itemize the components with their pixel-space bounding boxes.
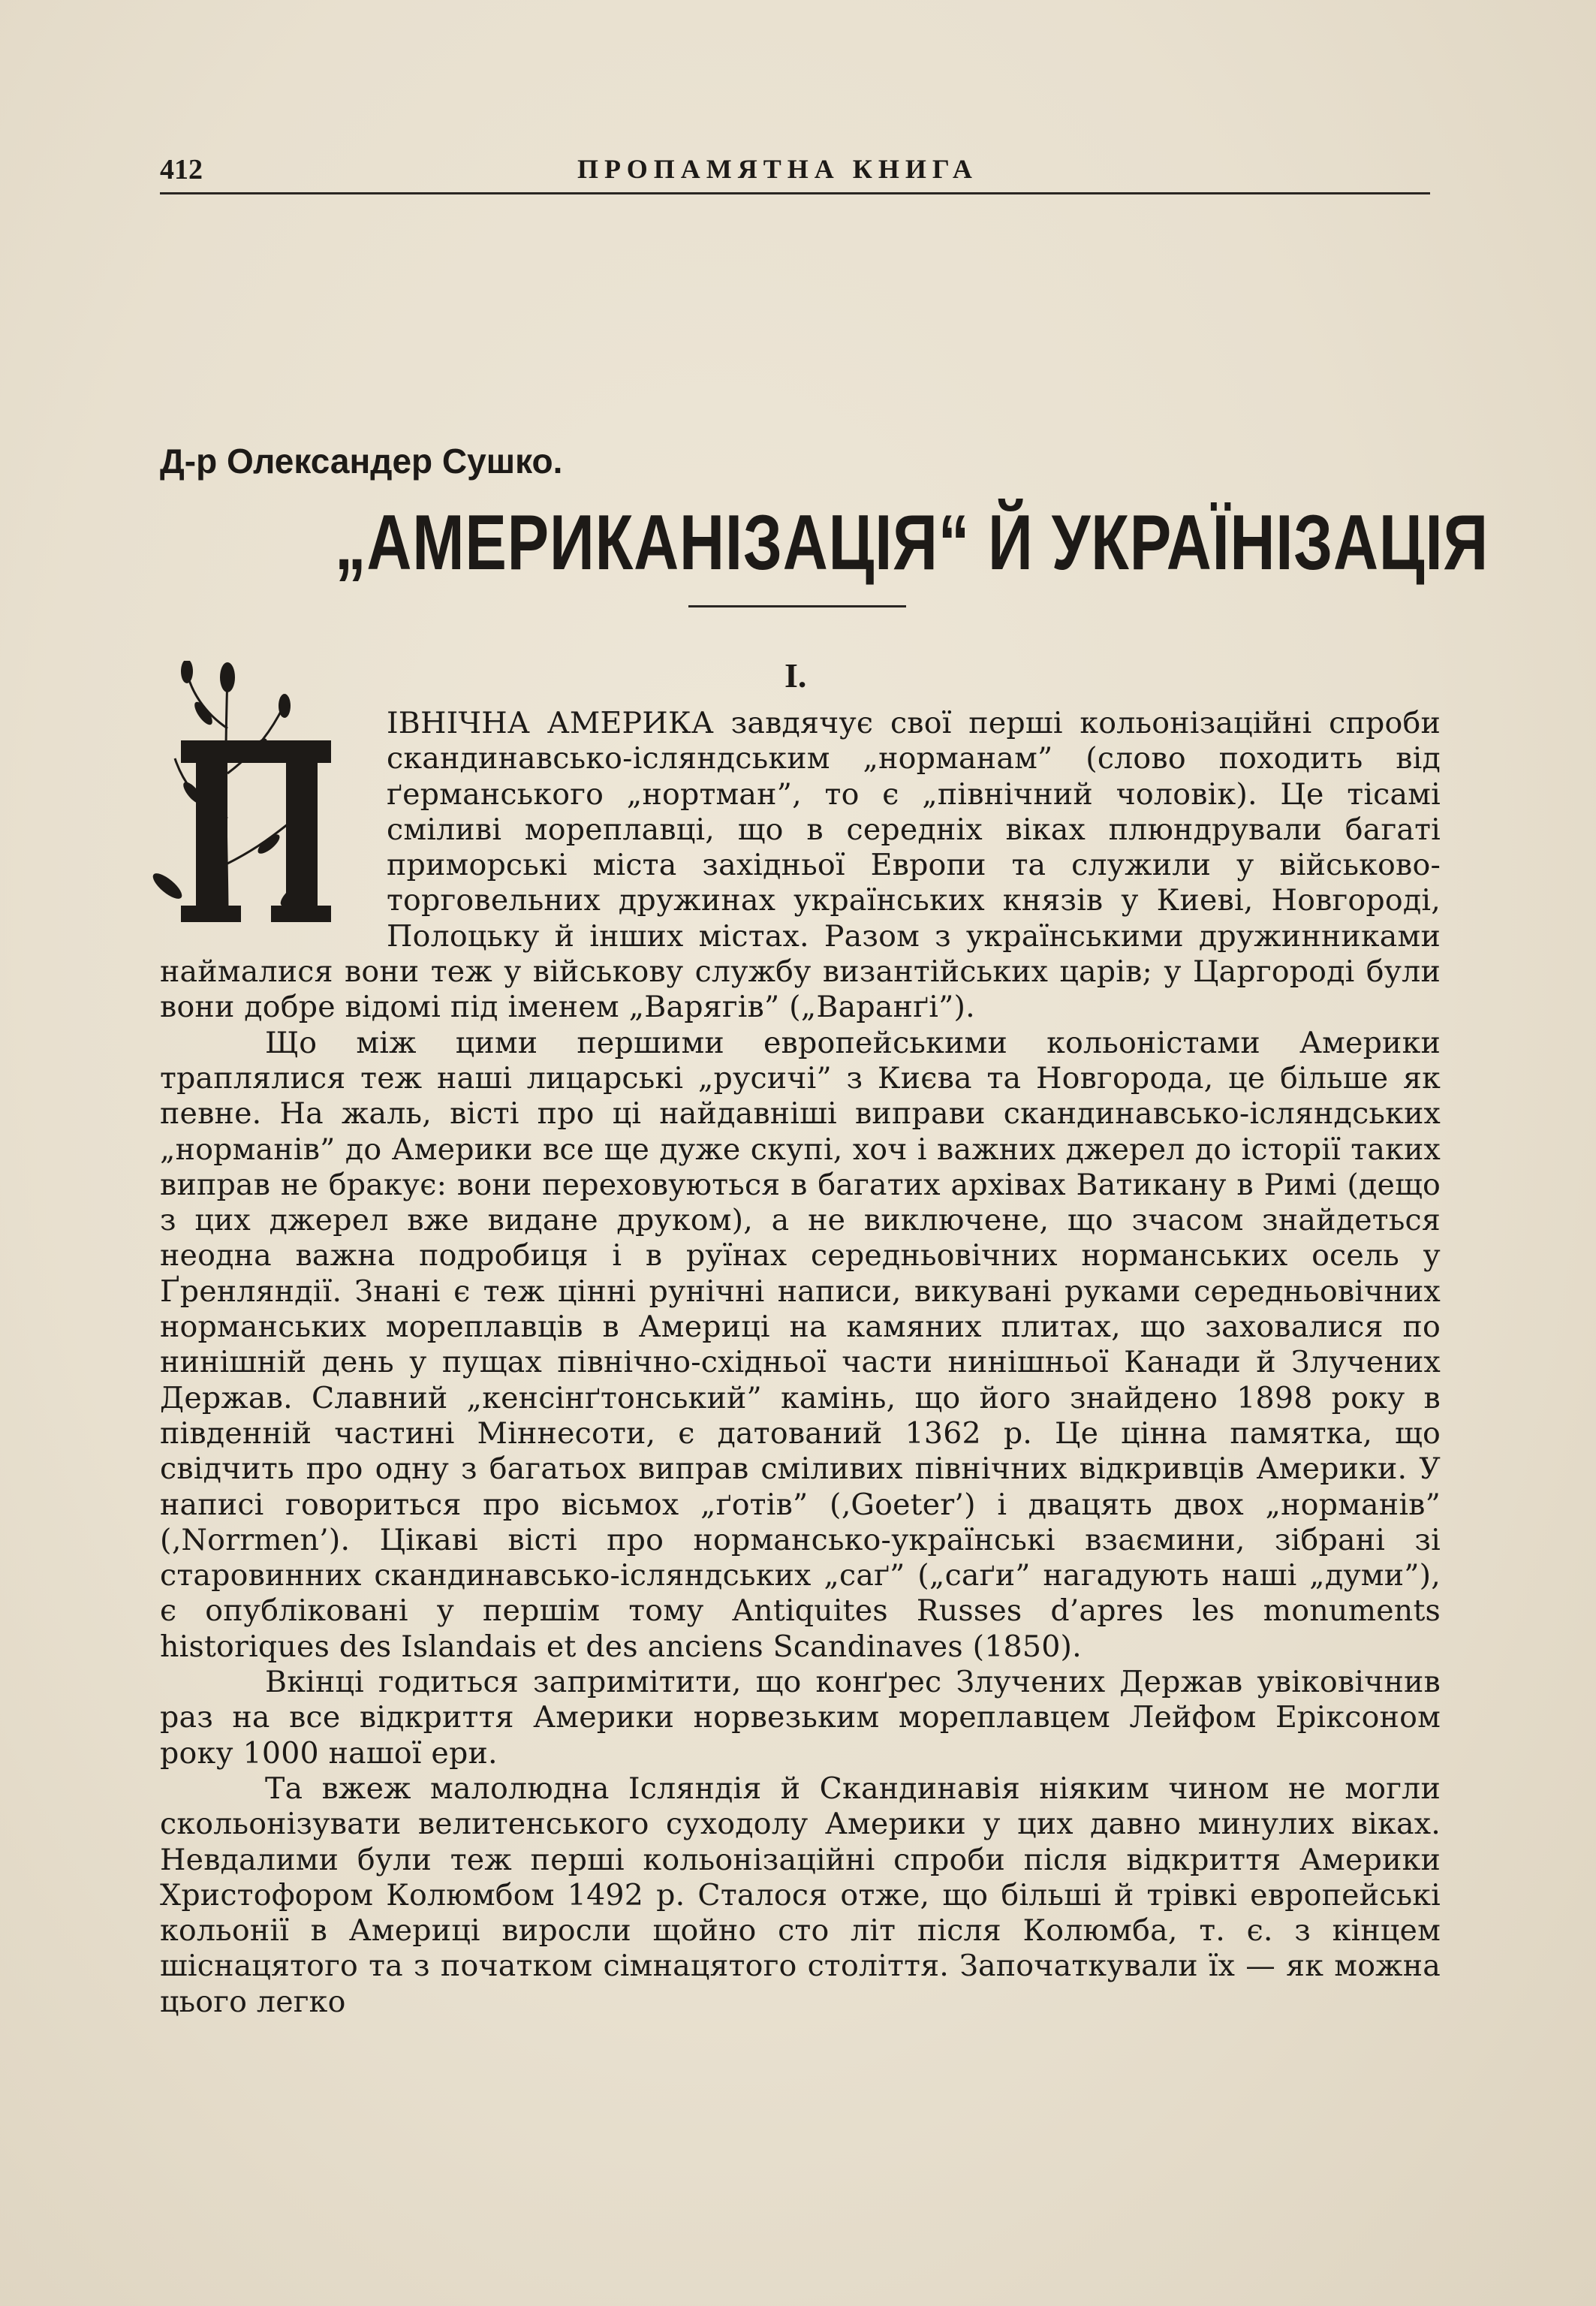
- article-author: Д-р Олександер Сушко.: [160, 442, 563, 481]
- paragraph-3: Вкінці годиться запримітити, що конґрес Злучених Держав увіковічнив раз на все відкриття Америки норвезьким мореплавцем Лейфом Еріксоном року 1000 нашої ери.: [160, 1665, 1441, 1771]
- running-head: [160, 147, 1430, 194]
- article-title: „АМЕРИКАНІЗАЦІЯ“ Й УКРАЇНІЗАЦІЯ: [335, 499, 1489, 586]
- section-number: І.: [784, 656, 807, 695]
- article-body: [160, 706, 1441, 2020]
- paragraph-4: Та вжеж малолюдна Ісляндія й Скандинавія ніяким чином не могли скольонізувати велитенського суходолу Америки у цих давно минулих віках. Невдалими були теж перші кольонізаційні спроби після відкриття Америки Христофором Колюмбом 1492 р. Сталося отже, що більші й трівкі европейські кольонії в Америці виросли щойно сто літ після Колюмба, т. є. з кінцем шіснацятого та з початком сімнацятого століття. Започаткували їх — як можна цього легко: [160, 1771, 1441, 2019]
- book-title: ПРОПАМЯТНА КНИГА: [577, 154, 978, 184]
- title-divider: [688, 605, 906, 607]
- paragraph-1: ІВНІЧНА АМЕРИКА завдячує свої перші кольонізаційні спроби скандинавсько-ісляндським „норманам” (слово походить від ґерманського „нортман”, то є „північний чоловік). Це тісамі сміливі мореплавці, що в середніх віках плюндрували багаті приморські міста західньої Европи та служили у військово-торговельних дружинах українських князів у Киеві, Новгороді, Полоцьку й інших містах. Разом з українськими дружинниками наймалися вони теж у військову службу византійських царів; у Царгороді були вони добре відомі під іменем „Варягів” („Варанґі”).: [160, 706, 1441, 1026]
- drop-cap: [160, 706, 378, 928]
- page-number: 412: [160, 154, 203, 185]
- drop-cap-letter-icon: [166, 733, 339, 928]
- paragraph-2: Що між цими першими европейськими кольоністами Америки траплялися теж наші лицарські „русичі” з Києва та Новгорода, це більше як певне. На жаль, вісті про ці найдавніші виправи скандинавсько-ісляндських „норманів” до Америки все ще дуже скупі, хоч і важних джерел до історії таких виправ не бракує: вони переховуються в багатих архівах Ватикану в Римі (дещо з цих джерел вже видане друком), а не виключене, що зчасом знайдеться неодна важна подробиця і в руїнах середньовічних норманських осель у Ґренляндії. Знані є теж цінні рунічні написи, викувані руками середньовічних норманських мореплавців в Америці на камяних плитах, що заховалися по нинішній день у пущах північно-східньої части нинішньої Канади й Злучених Держав. Славний „кенсінґтонський” камінь, що його знайдено 1898 року в південній частині Міннесоти, є датований 1362 р. Це цінна памятка, що свідчить про одну з багатьох виправ сміливих північних відкривців Америки. У написі говориться про вісьмох „ґотів” (‚Goeter’) і двацять двох „норманів” (‚Norrmen’). Цікаві вісті про нормансько-українські взаємини, зібрані зі старовинних скандинавсько-ісляндських „саґ” („саґи” нагадують наші „думи”), є опубліковані у першім тому Antiquites Russes d’apres les monuments historiques des Islandais et des anciens Scandinaves (1850).: [160, 1025, 1441, 1664]
